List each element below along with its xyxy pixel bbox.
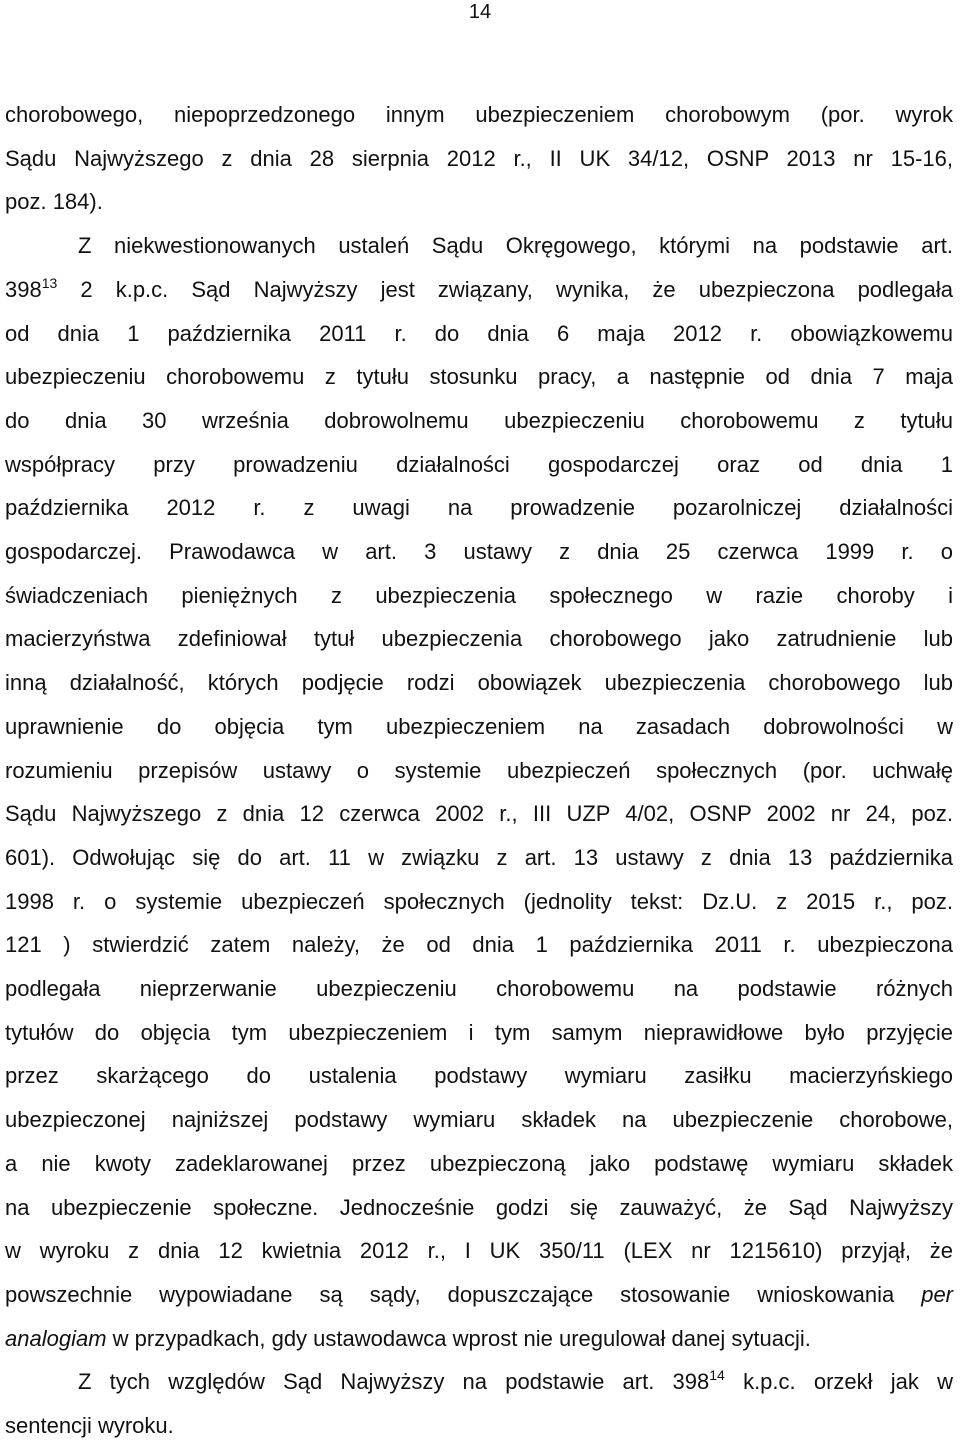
text-line: współpracy przy prowadzeniu działalności gospodarczej oraz od dnia 1 [5,451,953,477]
text-line: rozumieniu przepisów ustawy o systemie ubezpieczeń społecznych (por. uchwałę [5,757,953,783]
italic-text: analogiam [5,1325,107,1351]
text-line [5,1317,953,1361]
text-line: 601). Odwołując się do art. 11 w związku z art. 13 ustawy z dnia 13 października [5,844,953,870]
text-line: Sądu Najwyższego z dnia 28 sierpnia 2012 r., II UK 34/12, OSNP 2013 nr 15-16, [5,145,953,171]
text-line: na ubezpieczenie społeczne. Jednocześnie godzi się zauważyć, że Sąd Najwyższy [5,1194,953,1220]
text-line: poz. 184). [5,189,103,215]
page-number: 14 [468,1,492,23]
text-line: chorobowego, niepoprzedzonego innym ubezpieczeniem chorobowym (por. wyrok [5,102,953,127]
text-line: przez skarżącego do ustalenia podstawy wymiaru zasiłku macierzyńskiego [5,1063,953,1089]
text-line: ubezpieczonej najniższej podstawy wymiaru składek na ubezpieczenie chorobowe, [5,1107,953,1133]
text-line: sentencji wyroku. [5,1413,174,1439]
text-line: w wyroku z dnia 12 kwietnia 2012 r., I UK 350/11 (LEX nr 1215610) przyjął, że [5,1238,953,1264]
text-fragment: powszechnie wypowiadane są sądy, dopuszczające stosowanie wnioskowania [5,1281,922,1307]
superscript: 14 [709,1367,725,1384]
text-line: od dnia 1 października 2011 r. do dnia 6 maja 2012 r. obowiązkowemu [5,320,953,346]
text-line: 121 ) stwierdzić zatem należy, że od dnia 1 października 2011 r. ubezpieczona [5,932,953,958]
text-fragment: 2 k.p.c. Sąd Najwyższy jest związany, wynika, że ubezpieczona podlegała [57,276,953,302]
text-line: podlegała nieprzerwanie ubezpieczeniu chorobowemu na podstawie różnych [5,976,953,1002]
text-line [5,268,953,312]
text-line: a nie kwoty zadeklarowanej przez ubezpieczoną jako podstawę wymiaru składek [5,1150,953,1176]
text-fragment: 398 [5,276,42,302]
italic-text: per [921,1281,953,1307]
document-body [5,93,953,1448]
superscript: 13 [41,274,58,291]
text-fragment: k.p.c. orzekł jak w [724,1369,954,1395]
text-line: inną działalność, których podjęcie rodzi obowiązek ubezpieczenia chorobowego lub [5,670,953,696]
text-line: tytułów do objęcia tym ubezpieczeniem i tym samym nieprawidłowe było przyjęcie [5,1019,953,1045]
text-line: 1998 r. o systemie ubezpieczeń społecznych (jednolity tekst: Dz.U. z 2015 r., poz. [5,888,953,914]
text-line: października 2012 r. z uwagi na prowadzenie pozarolniczej działalności [5,495,953,521]
text-fragment: Z tych względów Sąd Najwyższy na podstawie art. 398 [78,1369,710,1395]
text-line: do dnia 30 września dobrowolnemu ubezpieczeniu chorobowemu z tytułu [5,407,953,433]
paragraph-3 [5,1360,953,1447]
text-line: gospodarczej. Prawodawca w art. 3 ustawy z dnia 25 czerwca 1999 r. o [5,539,953,565]
paragraph-1 [5,93,953,224]
paragraph-2 [5,224,953,1360]
text-line [5,1273,953,1317]
text-line: macierzyństwa zdefiniował tytuł ubezpieczenia chorobowego jako zatrudnienie lub [5,626,953,652]
text-line: uprawnienie do objęcia tym ubezpieczeniem na zasadach dobrowolności w [5,713,953,739]
text-line: świadczeniach pieniężnych z ubezpieczenia społecznego w razie choroby i [5,582,953,608]
text-line: ubezpieczeniu chorobowemu z tytułu stosunku pracy, a następnie od dnia 7 maja [5,364,953,390]
text-line: Z niekwestionowanych ustaleń Sądu Okręgowego, którymi na podstawie art. [78,233,953,259]
text-line [5,1360,953,1404]
text-fragment: w przypadkach, gdy ustawodawca wprost nie uregulował danej sytuacji. [106,1325,811,1351]
text-line: Sądu Najwyższego z dnia 12 czerwca 2002 r., III UZP 4/02, OSNP 2002 nr 24, poz. [5,801,953,827]
